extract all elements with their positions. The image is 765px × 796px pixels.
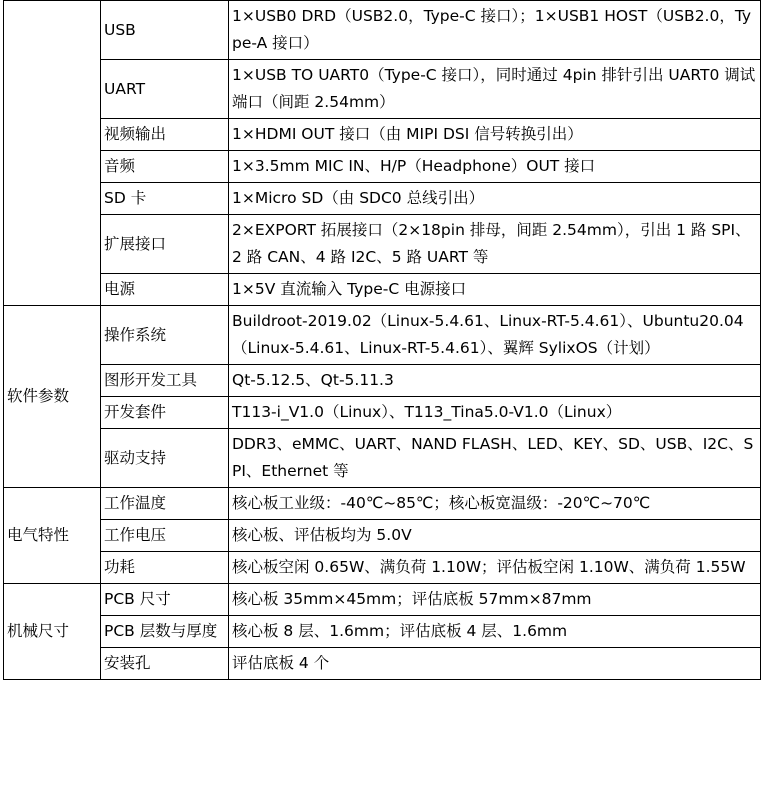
table-row <box>4 648 761 680</box>
param-name: PCB 层数与厚度 <box>101 616 229 648</box>
param-name: 电源 <box>101 274 229 306</box>
category-cell: 软件参数 <box>4 306 101 488</box>
param-value: 核心板空闲 0.65W、满负荷 1.10W；评估板空闲 1.10W、满负荷 1.55W <box>229 552 761 584</box>
param-name: SD 卡 <box>101 183 229 215</box>
category-cell: 机械尺寸 <box>4 584 101 680</box>
param-name: PCB 尺寸 <box>101 584 229 616</box>
table-row <box>4 616 761 648</box>
spec-table <box>3 0 761 680</box>
param-name: 视频输出 <box>101 119 229 151</box>
table-row <box>4 274 761 306</box>
table-row <box>4 488 761 520</box>
param-value: 1×HDMI OUT 接口（由 MIPI DSI 信号转换引出） <box>229 119 761 151</box>
table-row <box>4 365 761 397</box>
param-value: 1×Micro SD（由 SDC0 总线引出） <box>229 183 761 215</box>
param-value: Qt-5.12.5、Qt-5.11.3 <box>229 365 761 397</box>
param-name: 工作电压 <box>101 520 229 552</box>
param-name: UART <box>101 60 229 119</box>
table-row <box>4 215 761 274</box>
table-row <box>4 429 761 488</box>
param-value: DDR3、eMMC、UART、NAND FLASH、LED、KEY、SD、USB、I2C、SPI、Ethernet 等 <box>229 429 761 488</box>
param-name: 驱动支持 <box>101 429 229 488</box>
table-row <box>4 119 761 151</box>
param-value: 2×EXPORT 拓展接口（2×18pin 排母，间距 2.54mm），引出 1 路 SPI、2 路 CAN、4 路 I2C、5 路 UART 等 <box>229 215 761 274</box>
table-row <box>4 306 761 365</box>
param-name: 开发套件 <box>101 397 229 429</box>
param-value: 评估底板 4 个 <box>229 648 761 680</box>
param-name: 工作温度 <box>101 488 229 520</box>
param-name: 功耗 <box>101 552 229 584</box>
table-row <box>4 1 761 60</box>
param-value: 核心板 8 层、1.6mm；评估底板 4 层、1.6mm <box>229 616 761 648</box>
table-row <box>4 60 761 119</box>
param-name: 操作系统 <box>101 306 229 365</box>
spec-table-body <box>4 1 761 680</box>
param-name: 安装孔 <box>101 648 229 680</box>
table-row <box>4 584 761 616</box>
category-cell: 电气特性 <box>4 488 101 584</box>
param-name: 扩展接口 <box>101 215 229 274</box>
param-value: 核心板工业级：-40℃~85℃；核心板宽温级：-20℃~70℃ <box>229 488 761 520</box>
param-value: 1×USB0 DRD（USB2.0，Type-C 接口）；1×USB1 HOST（USB2.0，Type-A 接口） <box>229 1 761 60</box>
category-cell <box>4 1 101 306</box>
table-row <box>4 552 761 584</box>
param-value: 核心板 35mm×45mm；评估底板 57mm×87mm <box>229 584 761 616</box>
param-value: Buildroot-2019.02（Linux-5.4.61、Linux-RT-5.4.61）、Ubuntu20.04（Linux-5.4.61、Linux-RT-5.4.61）、翼辉 SylixOS（计划） <box>229 306 761 365</box>
param-name: 音频 <box>101 151 229 183</box>
table-row <box>4 151 761 183</box>
param-value: 核心板、评估板均为 5.0V <box>229 520 761 552</box>
param-value: 1×5V 直流输入 Type-C 电源接口 <box>229 274 761 306</box>
table-row <box>4 397 761 429</box>
param-value: 1×3.5mm MIC IN、H/P（Headphone）OUT 接口 <box>229 151 761 183</box>
param-name: USB <box>101 1 229 60</box>
table-row <box>4 183 761 215</box>
param-value: T113-i_V1.0（Linux）、T113_Tina5.0-V1.0（Linux） <box>229 397 761 429</box>
param-value: 1×USB TO UART0（Type-C 接口），同时通过 4pin 排针引出 UART0 调试端口（间距 2.54mm） <box>229 60 761 119</box>
param-name: 图形开发工具 <box>101 365 229 397</box>
table-row <box>4 520 761 552</box>
